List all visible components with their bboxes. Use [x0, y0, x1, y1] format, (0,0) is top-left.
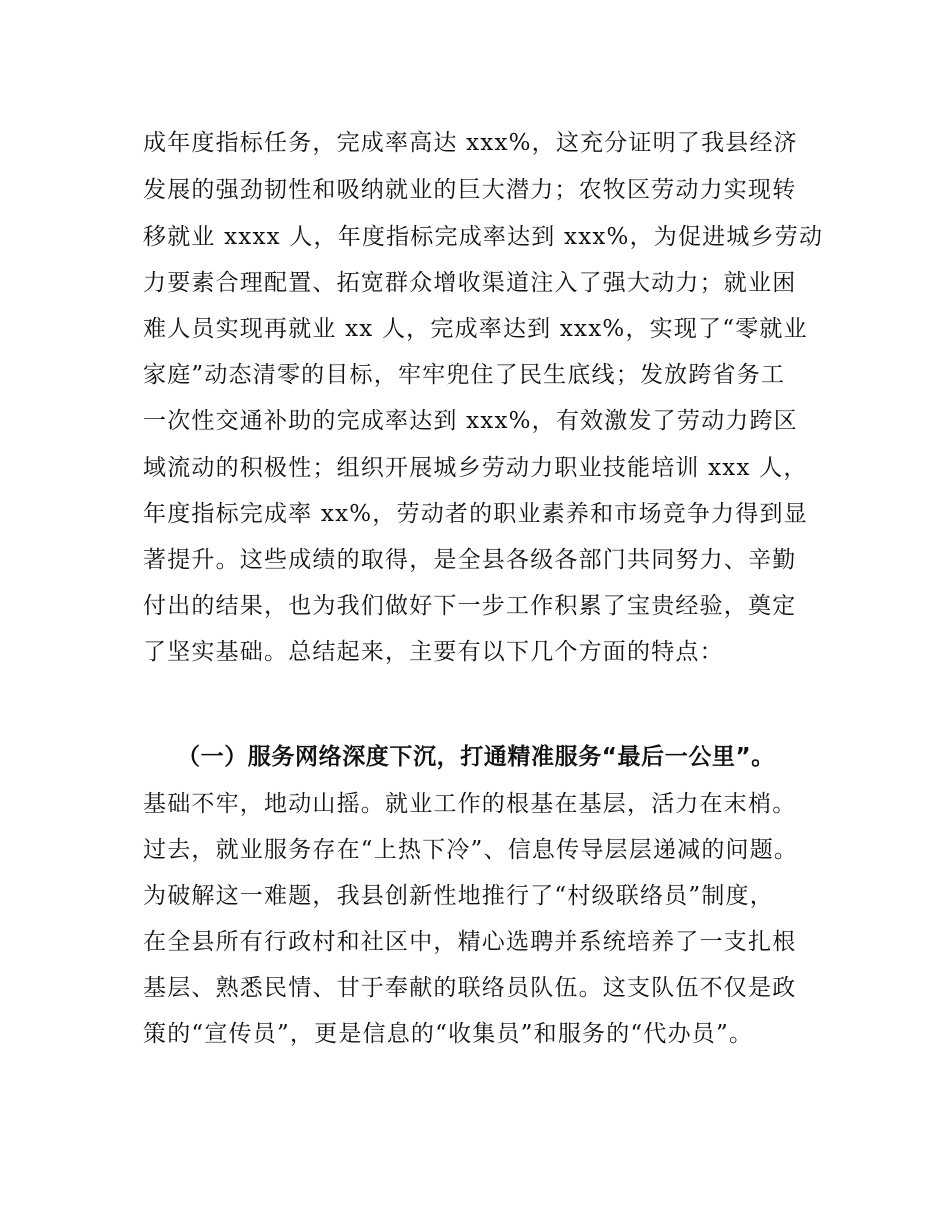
- body-text-line: 基层、熟悉民情、甘于奉献的联络员队伍。这支队伍不仅是政: [143, 975, 797, 1001]
- body-text-line: 力要素合理配置、拓宽群众增收渠道注入了强大动力；就业困: [143, 270, 797, 296]
- body-text-line: 一次性交通补助的完成率达到 xxx%，有效激发了劳动力跨区: [143, 408, 798, 434]
- section-heading: （一）服务网络深度下沉，打通精准服务“最后一公里”。: [177, 744, 775, 770]
- body-text-line: 了坚实基础。总结起来，主要有以下几个方面的特点：: [143, 639, 724, 665]
- body-text-line: 著提升。这些成绩的取得，是全县各级各部门共同努力、辛勤: [143, 547, 797, 573]
- body-text-line: 过去，就业服务存在“上热下冷”、信息传导层层递减的问题。: [143, 837, 799, 863]
- body-text-line: 难人员实现再就业 xx 人，完成率达到 xxx%，实现了“零就业: [143, 316, 808, 342]
- body-text-line: 家庭”动态清零的目标，牢牢兜住了民生底线；发放跨省务工: [143, 362, 786, 388]
- body-text-line: 域流动的积极性；组织开展城乡劳动力职业技能培训 xxx 人，: [143, 455, 808, 481]
- body-text-line: 基础不牢，地动山摇。就业工作的根基在基层，活力在末梢。: [143, 791, 797, 817]
- body-text-line: 年度指标完成率 xx%，劳动者的职业素养和市场竞争力得到显: [143, 501, 808, 527]
- body-text-line: 移就业 xxxx 人，年度指标完成率达到 xxx%，为促进城乡劳动: [143, 224, 824, 250]
- body-text-line: 策的“宣传员”，更是信息的“收集员”和服务的“代办员”。: [143, 1021, 754, 1047]
- body-text-line: 发展的强劲韧性和吸纳就业的巨大潜力；农牧区劳动力实现转: [143, 177, 797, 203]
- body-text-line: 为破解这一难题，我县创新性地推行了“村级联络员”制度，: [143, 883, 774, 909]
- body-text-line: 成年度指标任务，完成率高达 xxx%，这充分证明了我县经济: [143, 130, 798, 156]
- body-text-line: 在全县所有行政村和社区中，精心选聘并系统培养了一支扎根: [143, 929, 797, 955]
- body-text-line: 付出的结果，也为我们做好下一步工作积累了宝贵经验，奠定: [143, 593, 797, 619]
